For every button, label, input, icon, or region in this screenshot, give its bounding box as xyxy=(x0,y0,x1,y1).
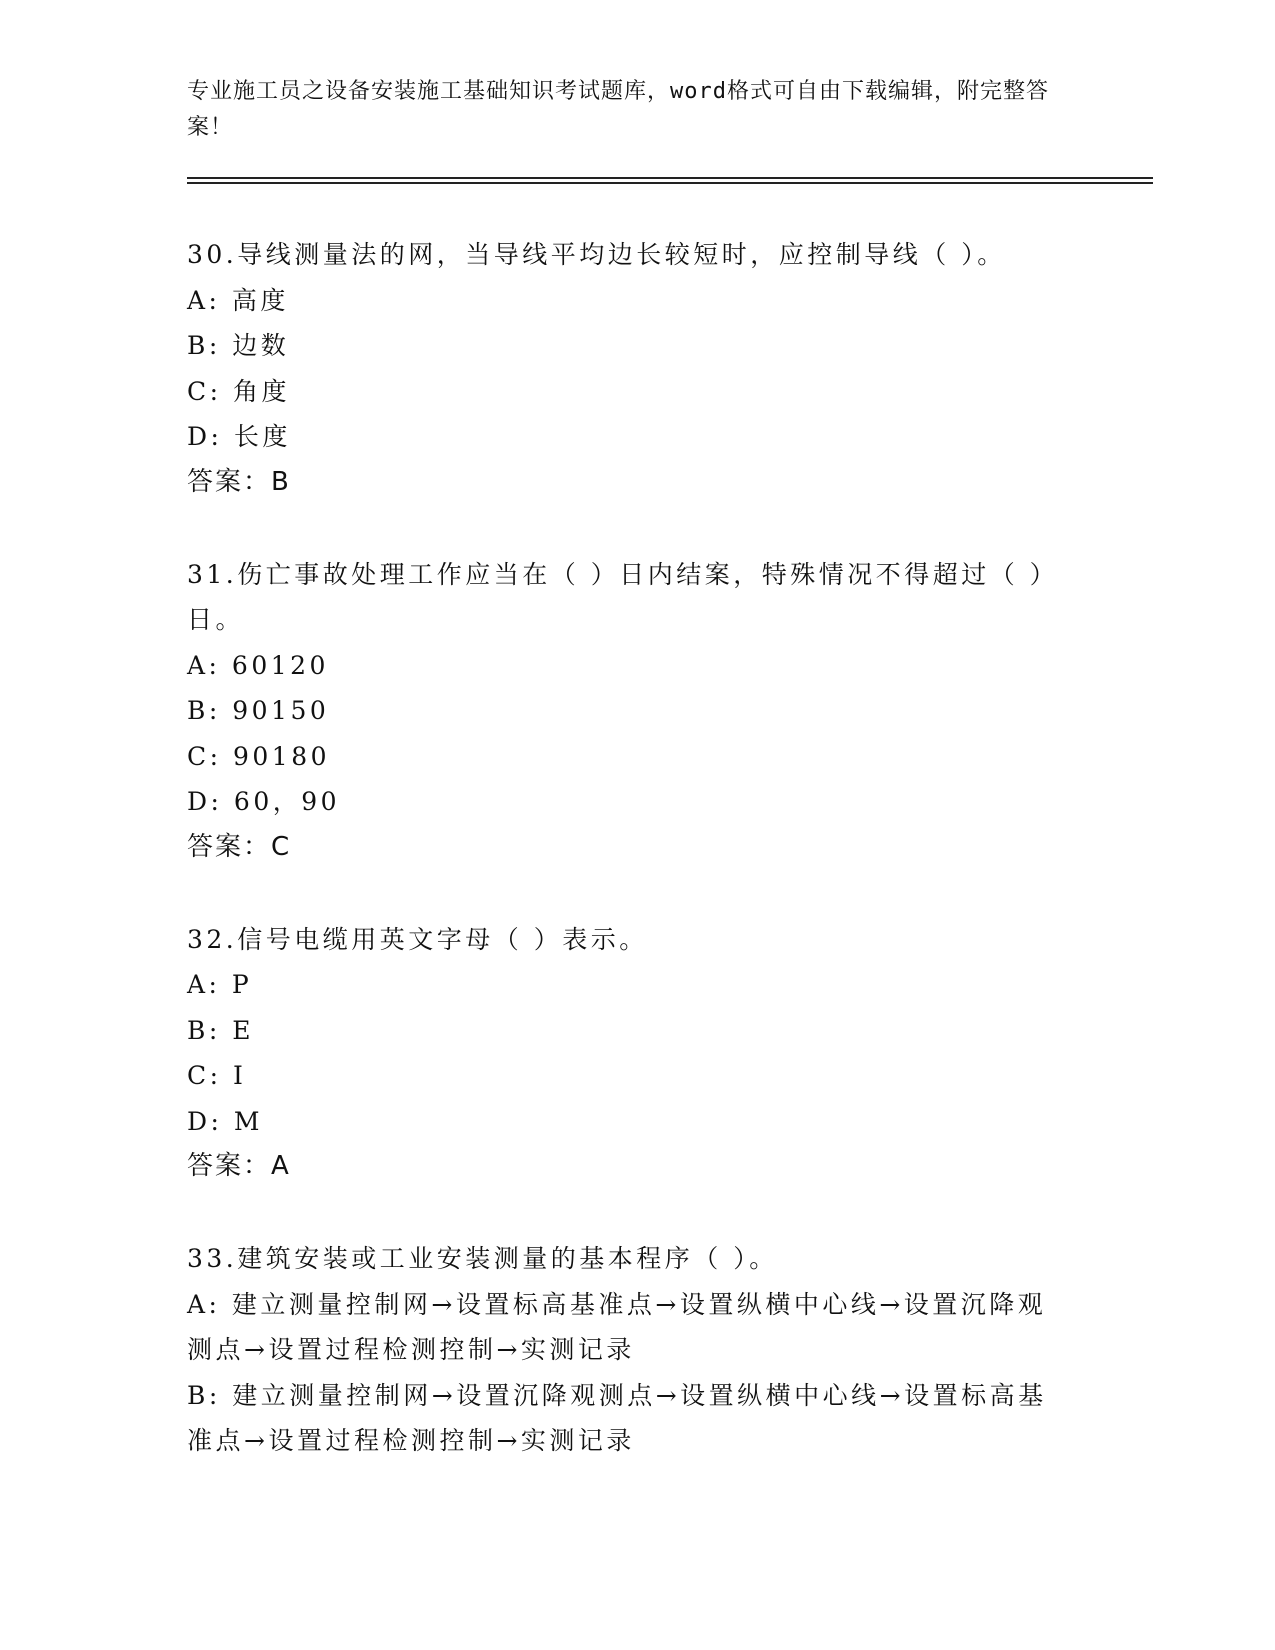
question-32 xyxy=(187,917,1067,1190)
option-d: D: M xyxy=(187,1106,264,1136)
option-d: D: 60，90 xyxy=(187,787,341,816)
option-a: A: 高度 xyxy=(187,285,289,315)
answer-label: 答案：B xyxy=(187,466,291,497)
option-c: C: I xyxy=(187,1061,247,1090)
question-text: 32.信号电缆用英文字母（ ）表示。 xyxy=(187,924,648,954)
answer-label: 答案：C xyxy=(187,831,292,862)
answer-label: 答案：A xyxy=(187,1151,291,1181)
question-31 xyxy=(187,552,1067,870)
question-30 xyxy=(187,232,1067,505)
question-text: 31.伤亡事故处理工作应当在（ ）日内结案，特殊情况不得超过（ ）日。 xyxy=(187,559,1059,634)
option-b: B: 90150 xyxy=(187,696,330,725)
option-a: A: P xyxy=(187,970,253,999)
option-c: C: 90180 xyxy=(187,741,331,771)
question-33 xyxy=(187,1236,1067,1464)
option-d: D: 长度 xyxy=(187,422,291,451)
question-list xyxy=(187,232,1067,1511)
option-b: B: 建立测量控制网→设置沉降观测点→设置纵横中心线→设置标高基准点→设置过程检测控制→实测记录 xyxy=(187,1380,1047,1455)
option-a: A: 建立测量控制网→设置标高基准点→设置纵横中心线→设置沉降观测点→设置过程检测控制→实测记录 xyxy=(187,1289,1047,1364)
header-divider-bottom xyxy=(187,182,1153,184)
header-divider-top xyxy=(187,177,1153,179)
option-b: B: 边数 xyxy=(187,331,290,360)
option-a: A: 60120 xyxy=(187,650,329,680)
question-text: 30.导线测量法的网，当导线平均边长较短时，应控制导线（ ）。 xyxy=(187,240,1006,269)
document-header: 专业施工员之设备安装施工基础知识考试题库，word格式可自由下载编辑，附完整答案！ xyxy=(187,79,1049,140)
option-b: B: E xyxy=(187,1015,254,1045)
option-c: C: 角度 xyxy=(187,376,290,406)
question-text: 33.建筑安装或工业安装测量的基本程序（ ）。 xyxy=(187,1244,778,1273)
